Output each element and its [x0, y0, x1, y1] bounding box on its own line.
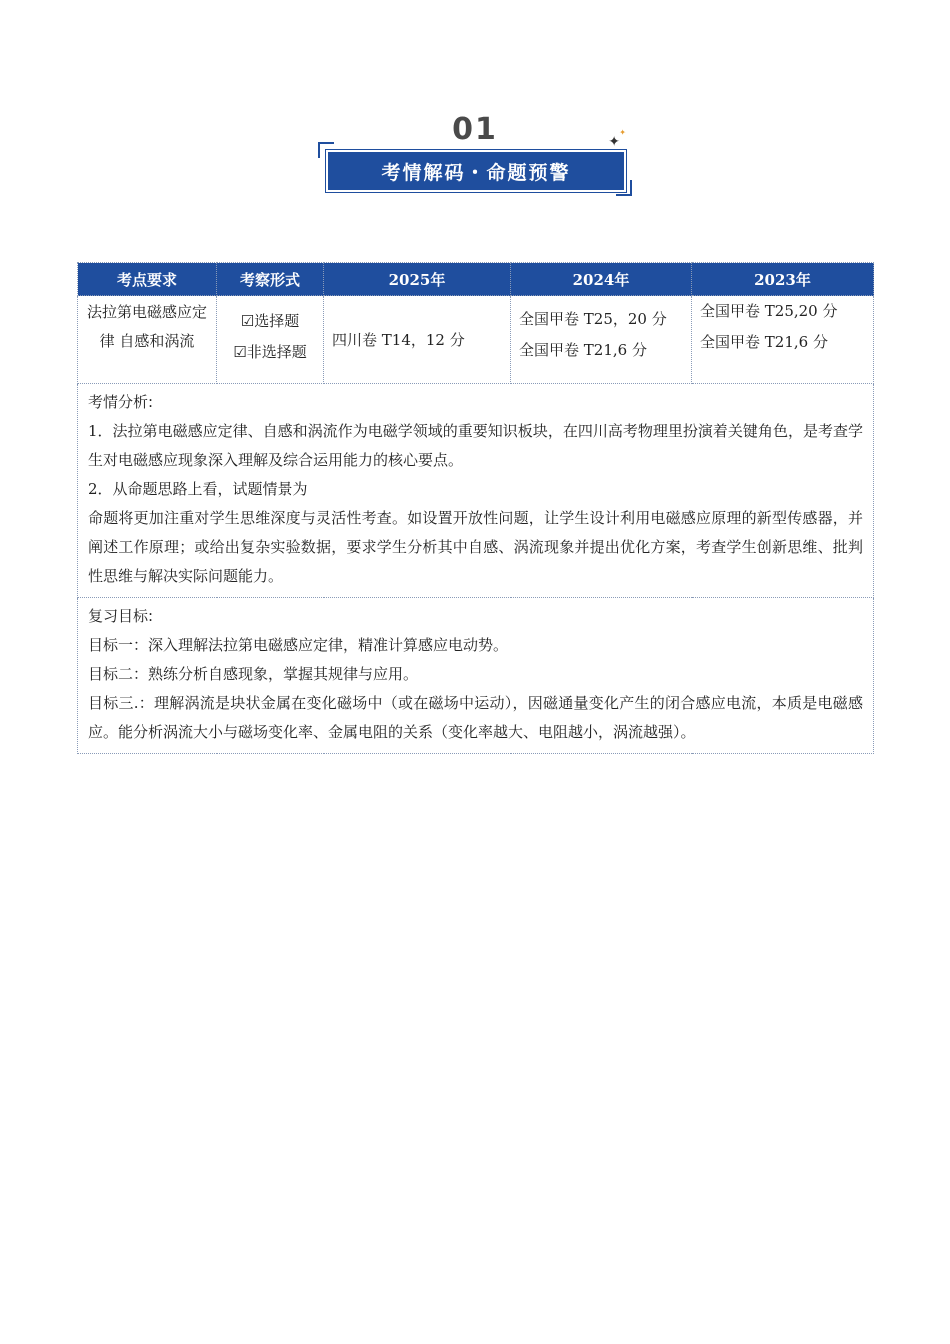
goals-heading: 复习目标: [88, 607, 154, 625]
sparkle-icon: ✦ [608, 134, 620, 150]
analysis-paragraph: 1．法拉第电磁感应定律、自感和涡流作为电磁学领域的重要知识板块，在四川高考物理里扮演着关键角色，是考查学生对电磁感应现象深入理解及综合运用能力的核心要点。 [88, 422, 863, 469]
exam-entry: 全国甲卷 T25，20 分 [519, 310, 667, 328]
section-title: 考情解码・命题预警 [381, 161, 571, 184]
header-2024: 2024年 [511, 263, 692, 296]
analysis-paragraph: 2．从命题思路上看，试题情景为 [88, 480, 308, 498]
form-cell [217, 296, 324, 384]
analysis-paragraph: 命题将更加注重对学生思维深度与灵活性考查。如设置开放性问题，让学生设计利用电磁感应原理的新型传感器，并阐述工作原理；或给出复杂实验数据，要求学生分析其中自感、涡流现象并提出优化方案，考查学生创新思维、批判性思维与解决实际问题能力。 [88, 509, 863, 585]
exam-entry: 全国甲卷 T21,6 分 [519, 341, 647, 359]
goals-row [78, 598, 874, 754]
sparkle-small-icon: ✦ [619, 128, 626, 137]
analysis-heading: 考情分析: [88, 393, 154, 411]
exam-entry: 全国甲卷 T25,20 分 [700, 302, 838, 320]
goal-item: 目标三.：理解涡流是块状金属在变化磁场中（或在磁场中运动），因磁通量变化产生的闭合感应电流，本质是电磁感应。能分析涡流大小与磁场变化率、金属电阻的关系（变化率越大、电阻越小，涡流越强）。 [88, 694, 863, 741]
goal-item: 目标一：深入理解法拉第电磁感应定律，精准计算感应电动势。 [88, 636, 509, 654]
header-2025: 2025年 [324, 263, 511, 296]
checkbox-checked-icon: ☑ [240, 312, 255, 330]
goal-item: 目标二：熟练分析自感现象，掌握其规律与应用。 [88, 665, 419, 683]
analysis-block [78, 384, 874, 598]
year-2023-cell [692, 296, 874, 384]
header-requirement: 考点要求 [78, 263, 217, 296]
form-option [217, 306, 323, 337]
form-option-label: 选择题 [254, 312, 300, 330]
exam-entry: 四川卷 T14，12 分 [332, 331, 465, 349]
form-option [217, 337, 323, 368]
exam-entry: 全国甲卷 T21,6 分 [700, 333, 828, 351]
form-option-label: 非选择题 [246, 343, 307, 361]
year-2025-cell [324, 296, 511, 384]
section-banner [316, 108, 634, 200]
year-2024-cell [511, 296, 692, 384]
checkbox-checked-icon: ☑ [233, 343, 247, 361]
section-title-box [326, 150, 626, 192]
table-header-row [78, 263, 874, 296]
exam-info-table [77, 262, 874, 754]
requirement-cell: 法拉第电磁感应定律 自感和涡流 [78, 296, 217, 384]
table-row [78, 296, 874, 384]
goals-block [78, 598, 874, 754]
section-number: 01 [452, 112, 498, 147]
header-form: 考察形式 [217, 263, 324, 296]
analysis-row [78, 384, 874, 598]
header-2023: 2023年 [692, 263, 874, 296]
